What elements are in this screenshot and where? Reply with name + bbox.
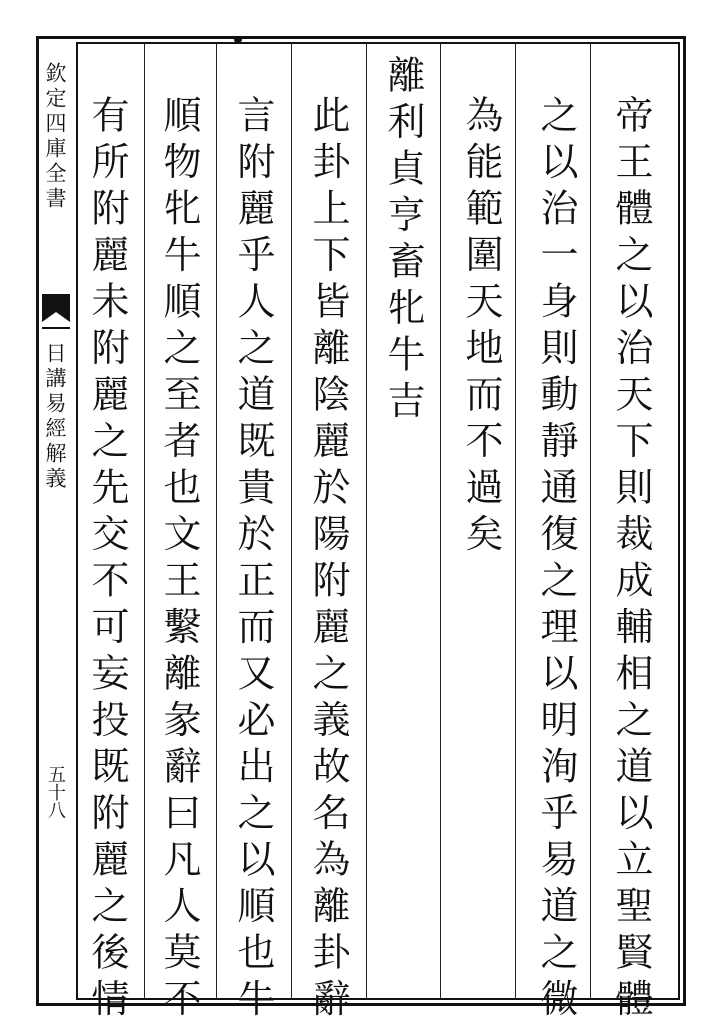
- top-mark: [234, 37, 242, 43]
- text-column: 順物牝牛順之至者也文王繫離彖辭曰凡人莫不: [157, 95, 201, 1025]
- text-column: 帝王體之以治天下則裁成輔相之道以立聖賢體: [609, 95, 653, 1025]
- text-column: 為能範圍天地而不過矣: [459, 95, 503, 560]
- text-column: 離利貞亨畜牝牛吉: [381, 55, 425, 427]
- column-rule: [515, 44, 516, 999]
- column-rule: [590, 44, 591, 999]
- text-column: 言附麗乎人之道既貴於正而又必出之以順也牛: [231, 95, 275, 1025]
- column-rule: [216, 44, 217, 999]
- fish-tail-mark-icon: [40, 292, 72, 332]
- text-column: 此卦上下皆離陰麗於陽附麗之義故名為離卦辭: [306, 95, 350, 1025]
- text-column: 之以治一身則動靜通復之理以明洵乎易道之微: [534, 95, 578, 1025]
- column-rule: [291, 44, 292, 999]
- margin-book-title: 日講易經解義: [43, 342, 67, 492]
- column-rule: [440, 44, 441, 999]
- column-rule: [366, 44, 367, 999]
- page-number: 五十八: [45, 765, 66, 819]
- margin-title: 欽定四庫全書: [43, 62, 67, 212]
- column-rule: [144, 44, 145, 999]
- text-column: 有所附麗未附麗之先交不可妄投既附麗之後情: [85, 95, 129, 1025]
